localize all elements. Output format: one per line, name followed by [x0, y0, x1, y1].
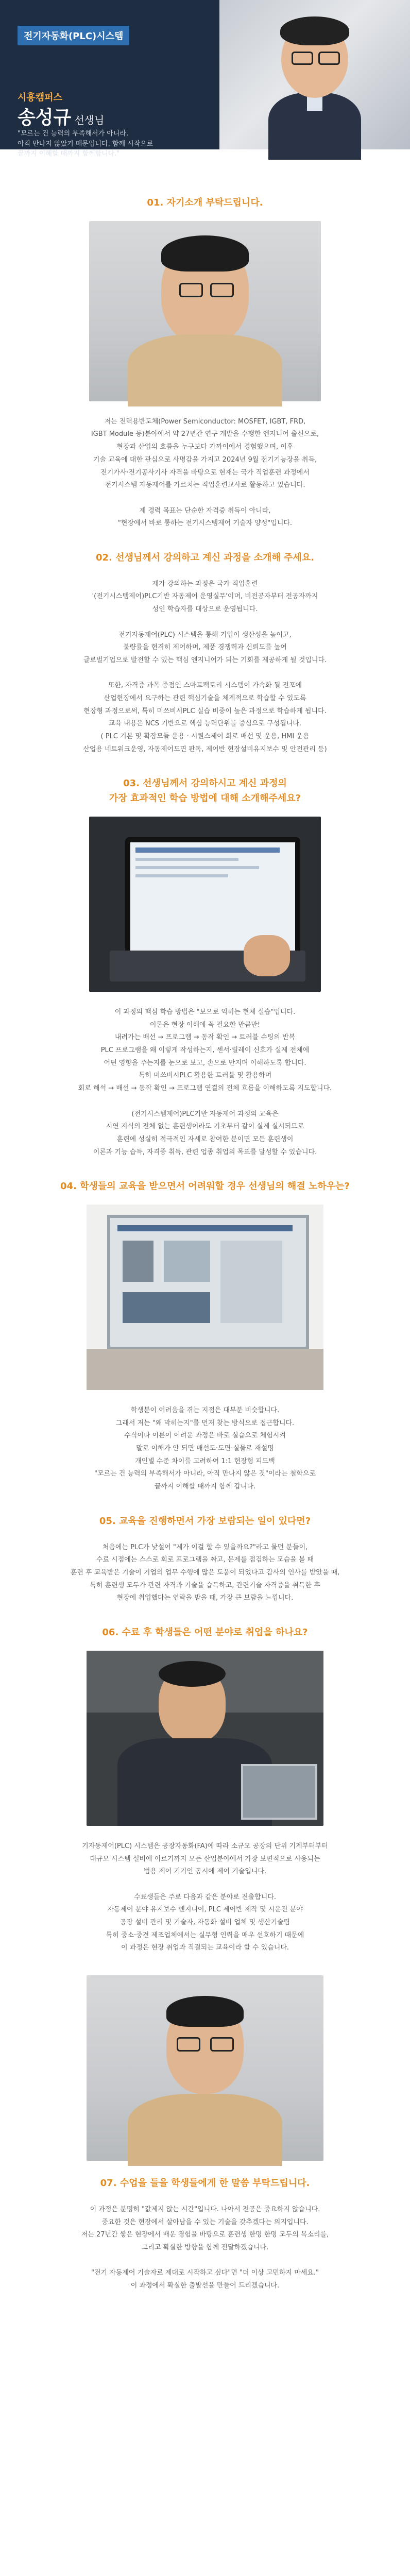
section-07-title: 07. 수업을 들을 학생들에게 한 말씀 부탁드립니다. [100, 2178, 310, 2189]
section-06 [0, 1605, 410, 1955]
teacher-name-text: 송성규 [18, 107, 72, 128]
hero-quote: "모르는 건 능력의 부족해서가 아니라, 아직 만나지 않았기 때문입니다. 함께 시작으로 끝까지 이해할 때까지 함께합니다." [18, 130, 153, 158]
course-tag: 전기자동화(PLC)시스템 [18, 26, 129, 45]
section-04-title: 04. 학생들의 교육을 받으면서 어려워할 경우 선생님의 해결 노하우는? [60, 1181, 350, 1192]
wiring-practice-photo [87, 1651, 323, 1826]
section-03 [0, 756, 410, 1159]
section-03-text: 이 과정의 핵심 학습 방법은 "보으로 익히는 현체 실습"입니다. 이론은 현장 이해에 꼭 필요한 만큼만! 내려가는 배선 → 프로그램 → 동작 확인 → 트러블 슈팅의 반복 PLC 프로그램을 왜 이렇게 작성하는지, 센서·릴레이 신호가 실제 전체에 어떤 영향을 주는지를 눈으로 보고, 손으로 만지며 이해하도록 합니다. 특히 미쓰비시PLC 활용한 트러블 및 활용하며 회로 해석 → 배선 → 동작 확인 → 프로그램 연결의 전체 흐름을 이해하도록 지도합니다. (전기시스템제어)PLC기반 자동제어 과정의 교육은 시연 지식의 전체 없는 훈련생이라도 기초부터 같이 실제 실시되므로 훈련에 성실히 적극적인 자세로 참여한 분이면 모든 훈련생이 이론과 기능 습득, 자격증 취득, 관련 업종 취업의 목표를 달성할 수 있습니다. [78, 1008, 332, 1156]
section-06-text: 기자동제어(PLC) 시스템은 공장자동화(FA)에 따라 소규모 공장의 단위 기계부터부터 대규모 시스템 설비에 이르기까지 모든 산업분야에서 가장 보편적으로 사용되는 범용 제어 기기인 동시에 제어 기술입니다. 수료생들은 주로 다음과 같은 분야로 진출합니다. 자동제어 분야 유지보수 엔지니어, PLC 제어반 제작 및 시운전 분야 공장 설비 관리 및 기술자, 자동화 설비 업체 및 생산기술팀 특히 중소·중견 제조업체에서는 실무형 인력을 매우 선호하기 때문에 이 과정은 현장 취업과 직결되는 교육이라 할 수 있습니다. [82, 1842, 328, 1952]
section-05-title: 05. 교육을 진행하면서 가장 보람되는 일이 있다면? [99, 1515, 311, 1527]
teacher-role: 선생님 [74, 114, 105, 126]
section-02-title: 02. 선생님께서 강의하고 계신 과정을 소개해 주세요. [95, 552, 315, 563]
section-01-text: 저는 전력용반도체(Power Semiconductor: MOSFET, IGBT, FRD, IGBT Module 등)분야에서 약 27년간 연구 개발을 수행한 엔지니어 출신으로, 현장과 산업의 흐름을 누구보다 가까이에서 경험했으며, 이후 기술 교육에 대한 관심으로 사명감을 가지고 2024년 9월 전기기능장을 취득, 전기가사·전기공사기사 자격을 바탕으로 현재는 국가 직업훈련 과정에서 전기시스템 자동제어를 가르치는 직업훈련교사로 활동하고 있습니다. 제 경력 목표는 단순한 자격증 취득이 아니라, "현장에서 바로 통하는 전기시스템제어 기술자 양성"입니다. [91, 417, 319, 528]
teacher-office-photo [89, 221, 321, 401]
section-01-title: 01. 자기소개 부탁드립니다. [147, 197, 263, 208]
teacher-portrait-photo [219, 0, 410, 149]
lab-equipment-photo [87, 1205, 323, 1390]
teacher-smile-photo [87, 1975, 323, 2161]
teacher-name [18, 103, 104, 129]
section-05-text: 처음에는 PLC가 낯설어 "제가 이걸 할 수 있을까요?"라고 물던 분들이, 수료 시점에는 스스로 회로 프로그램을 짜고, 문제를 점검하는 모습을 볼 때 훈련 후 교육받은 기술이 기업의 업무 수행에 많은 도움이 되었다고 감사의 인사를 받았을 때, 특히 훈련생 모두가 관련 자격과 기술을 습득하고, 관련기술 자격증을 취득한 후 현장에 취업했다는 연락을 받을 때, 가장 큰 보람을 느낍니다. [70, 1543, 340, 1602]
hero-header [0, 0, 410, 158]
section-06-title: 06. 수료 후 학생들은 어떤 분야로 취업을 하나요? [102, 1627, 308, 1638]
section-02 [0, 530, 410, 756]
section-03-title: 03. 선생님께서 강의하시고 계신 과정의 가장 효과적인 학습 방법에 대해 소개해주세요? [109, 778, 301, 804]
laptop-photo [89, 817, 321, 992]
section-02-text: 제가 강의하는 과정은 국가 직업훈련 '(전기시스템제어)PLC기반 자동제어 운영실무'이며, 비전공자부터 전공자까지 성인 학습자를 대상으로 운영됩니다. 전기자동제어(PLC) 시스템을 통해 기업이 생산성을 높이고, 불량률을 현격히 제어하며, 제품 경쟁력과 신뢰도를 높여 글로벌기업으로 발전할 수 있는 핵심 엔지니어가 되는 기회를 제공하게 될 것입니다. 또한, 자격증 과목 중점인 스마트팩토리 시스템이 가속화 될 전포에 산업현장에서 요구하는 관련 핵심기술을 체계적으로 학습할 수 있도록 현장형 과정으로써, 특히 미쓰비시PLC 실습 비중이 높은 과정으로 학습하게 됩니다. 교육 내용은 NCS 기반으로 핵심 능력단위를 중심으로 구성됩니다. ( PLC 기본 및 확장모듈 운용 · 시퀀스제어 회로 배선 및 운용, HMI 운용 산업용 네트워크운영, 자동제어도면 판독, 제어반 현장설비유지보수 및 안전관리 등) [83, 580, 327, 753]
section-05 [0, 1494, 410, 1605]
campus-label: 시흥캠퍼스 [18, 92, 62, 103]
section-07-text: 이 과정은 분명히 "값제지 않는 시간"입니다. 나아서 전공은 중요하지 않습니다. 중요한 것은 현장에서 살아남을 수 있는 기술을 갖추겠다는 의지입니다. 저는 27년간 쌓은 현장에서 배운 경험을 바탕으로 훈련생 한명 한명 모두의 목소리를, 그리고 확실한 방향을 함께 전달하겠습니다. "전기 자동제어 기술자로 제대로 시작하고 싶다"면 "더 이상 고민하지 마세요." 이 과정에서 확실한 출발선을 만들어 드리겠습니다. [81, 2205, 329, 2290]
section-07 [0, 1955, 410, 2334]
section-04 [0, 1159, 410, 1494]
section-01 [0, 149, 410, 530]
section-04-text: 학생분이 어려움을 겪는 지점은 대부분 비슷합니다. 그래서 저는 "왜 막히는지"를 먼저 찾는 방식으로 접근합니다. 수식이나 이론이 어려운 과정은 바로 실습으로 체험시켜 말로 이해가 안 되면 배선도·도면·실물로 재설명 개인별 수준 차이를 고려하여 1:1 현장형 피드백 "모르는 건 능력의 부족해서가 아니라, 아직 만나지 않은 것"이라는 철학으로 끝까지 이해할 때까지 함께 갑니다. [94, 1406, 316, 1491]
